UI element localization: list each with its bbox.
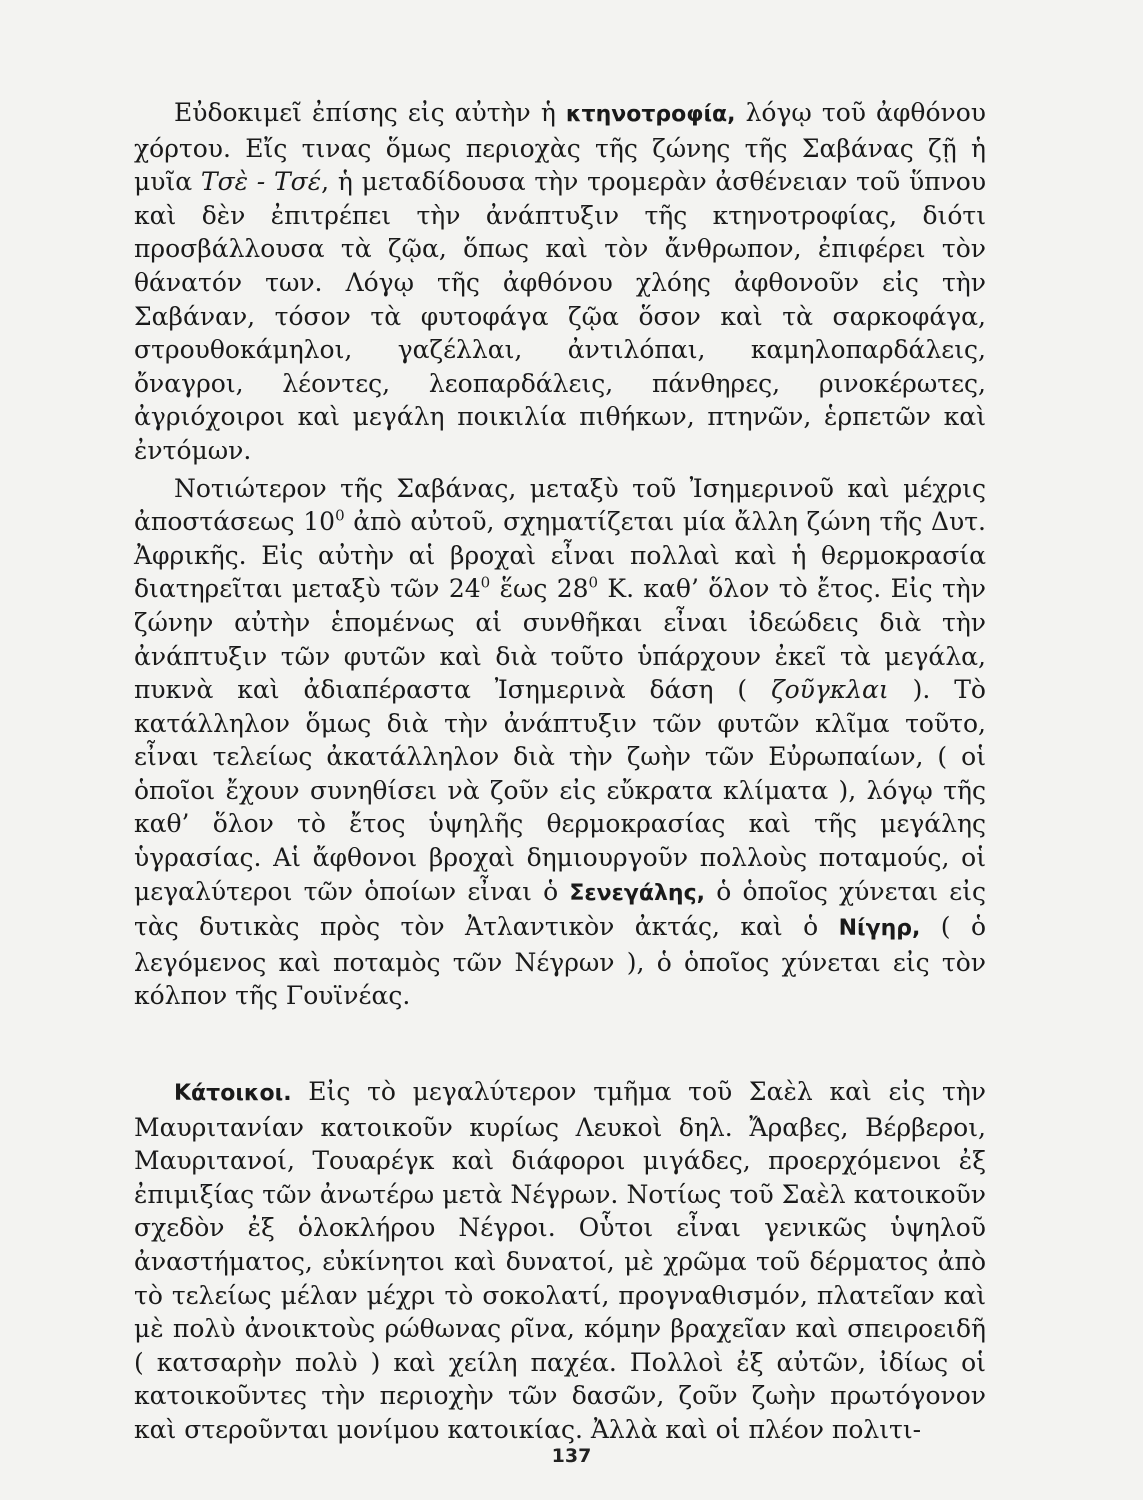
text-run: Κ. καθ’ ὅλον τὸ ἔτος. Εἰς τὴν ζώνην αὐτὴν ἑπομένως αἱ συνθῆκαι εἶναι ἰδεώδεις διὰ τὴν ἀνάπτυξιν τῶν φυτῶν καὶ διὰ τοῦτο ὑπάρχουν ἐκεῖ τὰ μεγάλα, πυκνὰ καὶ ἀδιαπέραστα Ἰσημερινὰ δάση (: [134, 574, 986, 705]
paragraph-inhabitants: [134, 1075, 986, 1447]
text-run: ὁ ὁποῖος χύνεται εἰς τὰς δυτικὰς πρὸς τὸν Ἀτλαντικὸν ἀκτάς, καὶ ὁ: [134, 876, 986, 942]
bold-term: κτηνοτροφία,: [565, 102, 736, 127]
text-run: Νοτιώτερον τῆς Σαβάνας, μεταξὺ τοῦ Ἰσημερινοῦ καὶ μέχρις ἀποστάσεως 10: [134, 473, 986, 537]
bold-term: Κάτοικοι.: [174, 1081, 292, 1107]
paragraph-equatorial-zone: [134, 472, 986, 1014]
text-run: ( ὁ λεγόμενος καὶ ποταμὸς τῶν Νέγρων ), ὁ ὁποῖος χύνεται εἰς τὸν κόλπον τῆς Γουϊνέας.: [134, 912, 986, 1011]
text-run: , ἡ μεταδίδουσα τὴν τρομερὰν ἀσθένειαν τοῦ ὕπνου καὶ δὲν ἐπιτρέπει τὴν ἀνάπτυξιν τῆς κτηνοτροφίας, διότι προσβάλλουσα τὰ ζῷα, ὅπως καὶ τὸν ἄνθρωπον, ἐπιφέρει τὸν θάνατόν των. Λόγῳ τῆς ἀφθόνου χλόης ἀφθονοῦν εἰς τὴν Σαβάναν, τόσον τὰ φυτοφάγα ζῷα ὅσον καὶ τὰ σαρκοφάγα, στρουθοκάμηλοι, γαζέλλαι, ἀντιλόπαι, καμηλοπαρδάλεις, ὄναγροι, λέοντες, λεοπαρδάλεις, πάνθηρες, ρινοκέρωτες, ἀγριόχοιροι καὶ μεγάλη ποικιλία πιθήκων, πτηνῶν, ἑρπετῶν καὶ ἐντόμων.: [134, 167, 987, 465]
text-run: Εἰς τὸ μεγαλύτερον τμῆμα τοῦ Σαὲλ καὶ εἰς τὴν Μαυριτανίαν κατοικοῦν κυρίως Λευκοὶ δηλ. Ἄραβες, Βέρβεροι, Μαυριτανοί, Τουαρέγκ καὶ διάφοροι μιγάδες, προερχόμενοι ἐξ ἐπιμιξίας τῶν ἀνωτέρω μετὰ Νέγρων. Νοτίως τοῦ Σαὲλ κατοικοῦν σχεδὸν ἐξ ὁλοκλήρου Νέγροι. Οὗτοι εἶναι γενικῶς ὑψηλοῦ ἀναστήματος, εὐκίνητοι καὶ δυνατοί, μὲ χρῶμα τοῦ δέρματος ἀπὸ τὸ τελείως μέλαν μέχρι τὸ σοκολατί, προγναθισμόν, πλατεῖαν καὶ μὲ πολὺ ἀνοικτοὺς ρώθωνας ρῖνα, κόμην βραχεῖαν καὶ σπειροειδῆ ( κατσαρὴν πολὺ ) καὶ χείλη παχέα. Πολλοὶ ἐξ αὐτῶν, ἰδίως οἱ κατοικοῦντες τὴν περιοχὴν τῶν δασῶν, ζοῦν ζωὴν πρωτόγονον καὶ στεροῦνται μονίμου κατοικίας. Ἀλλὰ καὶ οἱ πλέον πολιτι-: [134, 1077, 986, 1444]
text-run: ). Τὸ κατάλληλον ὅμως διὰ τὴν ἀνάπτυξιν τῶν φυτῶν κλῖμα τοῦτο, εἶναι τελείως ἀκατάλληλον διὰ τὴν ζωὴν τῶν Εὐρωπαίων, ( οἱ ὁποῖοι ἔχουν συνηθίσει νὰ ζοῦν εἰς εὔκρατα κλίματα ), λόγῳ τῆς καθ’ ὅλον τὸ ἔτος ὑψηλῆς θερμοκρασίας καὶ τῆς μεγάλης ὑγρασίας. Αἱ ἄφθονοι βροχαὶ δημιουργοῦν πολλοὺς ποταμούς, οἱ μεγαλύτεροι τῶν ὁποίων εἶναι ὁ: [134, 675, 986, 906]
text-run: ἕως 28: [490, 574, 589, 604]
text-run: Εὐδοκιμεῖ ἐπίσης εἰς αὐτὴν ἡ: [174, 98, 566, 127]
page-number: 137: [551, 1445, 592, 1467]
bold-term: Σενεγάλης,: [569, 880, 705, 906]
paragraph-livestock-savanna: [134, 96, 986, 468]
italic-term: Τσὲ - Τσέ: [200, 167, 322, 197]
degree-mark: 0: [588, 573, 599, 592]
degree-mark: 0: [335, 506, 345, 525]
page-body: [134, 96, 986, 1447]
italic-term: ζοῦγκλαι: [771, 675, 889, 705]
bold-term: Νίγηρ,: [838, 916, 921, 942]
degree-mark: 0: [480, 573, 491, 592]
text-run: λόγῳ τοῦ ἀφθόνου χόρτου. Εἴς τινας ὅμως περιοχὰς τῆς ζώνης τῆς Σαβάνας ζῇ ἡ μυῖα: [134, 98, 986, 197]
text-run: ἀπὸ αὐτοῦ, σχηματίζεται μία ἄλλη ζώνη τῆς Δυτ. Ἀφρικῆς. Εἰς αὐτὴν αἱ βροχαὶ εἶναι πολλαὶ καὶ ἡ θερμοκρασία διατηρεῖται μεταξὺ τῶν 24: [134, 507, 987, 604]
